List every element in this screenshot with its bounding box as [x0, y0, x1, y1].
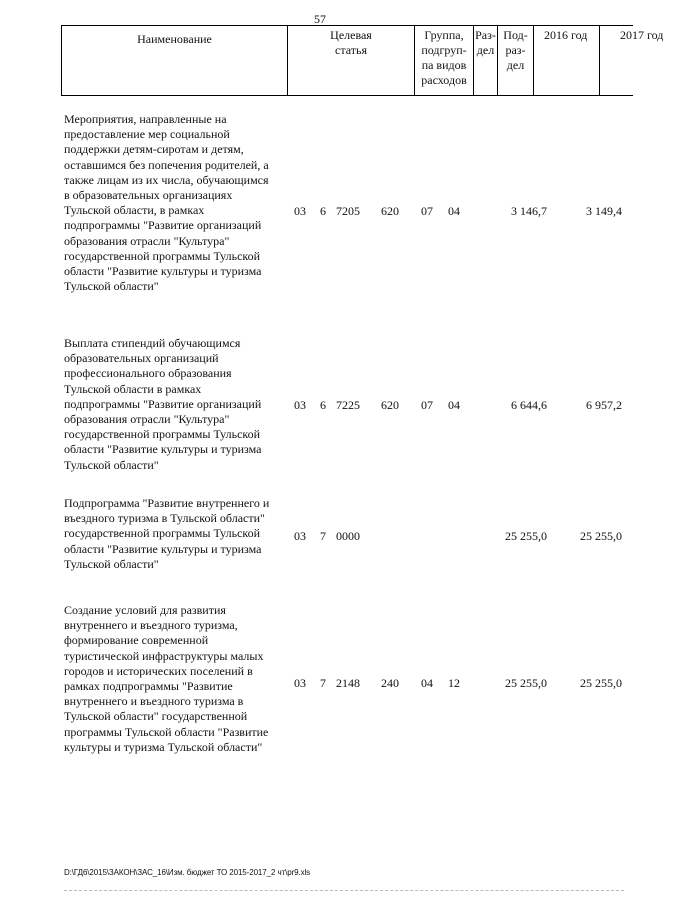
row-desc-line: Мероприятия, направленные на — [64, 112, 227, 126]
header-group-line2: подгруп- — [421, 43, 467, 57]
code-subprogram: 7 — [320, 676, 326, 690]
row-desc-line: подпрограммы "Развитие организаций — [64, 218, 262, 233]
row-desc-line: образовательных организаций — [64, 351, 219, 366]
code-program: 03 — [294, 398, 306, 412]
amount-2017: 6 957,2 — [586, 398, 622, 412]
row-desc-line: государственной программы Тульской — [64, 526, 261, 541]
header-target-article — [287, 26, 414, 95]
code-direction: 0000 — [336, 529, 360, 543]
header-group — [414, 26, 473, 95]
footer-divider — [64, 890, 624, 891]
row-desc-line: также лицам из их числа, обучающимся — [64, 172, 269, 187]
amount-2017: 25 255,0 — [580, 529, 622, 543]
header-razdel — [473, 26, 497, 95]
file-path-footer: D:\ГД6\2015\ЗАКОН\ЗАС_16\Изм. бюджет ТО 2015-2017_2 чт\pr9.xls — [64, 868, 311, 877]
row-desc-line: культуры и туризма Тульской области" — [64, 739, 263, 754]
page-number: 57 — [314, 12, 326, 26]
row-desc-line: государственной программы Тульской — [64, 427, 261, 442]
row-desc-line: Тульской области, в рамках — [64, 203, 205, 218]
amount-2016: 25 255,0 — [505, 676, 547, 690]
header-podrazdel-line2: раз- — [505, 43, 526, 57]
row-desc-line: Тульской области" государственной — [64, 709, 248, 724]
code-direction: 7225 — [336, 398, 360, 412]
row-desc-line: области "Развитие культуры и туризма — [64, 264, 262, 279]
header-group-line4: расходов — [421, 73, 467, 87]
amount-2017: 25 255,0 — [580, 676, 622, 690]
header-razdel-line1: Раз- — [475, 28, 496, 42]
row-desc-line: формирование современной — [64, 633, 209, 648]
row-desc-line: области "Развитие культуры и туризма — [64, 442, 262, 457]
code-razdel: 07 — [421, 398, 433, 412]
code-podrazdel: 04 — [448, 204, 460, 218]
code-subprogram: 6 — [320, 204, 326, 218]
row-desc-line: городов и исторических поселений в — [64, 663, 253, 678]
code-program: 03 — [294, 529, 306, 543]
row-desc-line: Тульской области в рамках — [64, 381, 202, 396]
header-podrazdel — [497, 26, 533, 95]
code-razdel: 07 — [421, 204, 433, 218]
code-razdel: 04 — [421, 676, 433, 690]
code-podrazdel: 12 — [448, 676, 460, 690]
code-podrazdel: 04 — [448, 398, 460, 412]
header-name — [61, 26, 287, 95]
row-desc-line: поддержки детям-сиротам и детям, — [64, 142, 244, 157]
code-direction: 7205 — [336, 204, 360, 218]
header-year1-label: 2016 год — [544, 28, 588, 42]
code-direction: 2148 — [336, 676, 360, 690]
row-desc-line: въездного туризма в Тульской области" — [64, 511, 265, 526]
row-description — [64, 496, 290, 572]
code-group: 240 — [381, 676, 399, 690]
header-target-line1: Целевая — [330, 28, 372, 42]
row-desc-line: оставшимся без попечения родителей, а — [64, 157, 269, 172]
header-year2-label: 2017 год — [620, 28, 664, 42]
row-desc-line: Тульской области" — [64, 279, 159, 294]
header-year-2017 — [599, 26, 694, 95]
header-target-line2: статья — [335, 43, 367, 57]
header-year-2016 — [533, 26, 599, 95]
amount-2017: 3 149,4 — [586, 204, 622, 218]
row-desc-line: программы Тульской области "Развитие — [64, 724, 269, 739]
header-podrazdel-line3: дел — [506, 58, 525, 72]
row-desc-line: Тульской области" — [64, 457, 159, 472]
row-description — [64, 336, 290, 473]
row-desc-line: образования отрасли "Культура" — [64, 233, 230, 248]
row-desc-line: предоставление мер социальной — [64, 127, 230, 142]
row-description — [64, 603, 290, 755]
row-desc-line: внутреннего и въездного туризма в — [64, 694, 244, 709]
row-desc-line: подпрограммы "Развитие организаций — [64, 396, 262, 411]
code-subprogram: 6 — [320, 398, 326, 412]
row-desc-line: в образовательных организациях — [64, 188, 233, 203]
header-razdel-line2: дел — [476, 43, 495, 57]
table-header — [61, 25, 664, 96]
row-desc-line: туристической инфраструктуры малых — [64, 648, 264, 663]
row-desc-line: внутреннего и въездного туризма, — [64, 618, 238, 633]
amount-2016: 6 644,6 — [511, 398, 547, 412]
row-desc-line: государственной программы Тульской — [64, 248, 261, 263]
header-group-line1: Группа, — [424, 28, 464, 42]
code-subprogram: 7 — [320, 529, 326, 543]
row-desc-line: образования отрасли "Культура" — [64, 412, 230, 427]
header-group-line3: па видов — [421, 58, 467, 72]
amount-2016: 3 146,7 — [511, 204, 547, 218]
code-program: 03 — [294, 204, 306, 218]
row-desc-line: области "Развитие культуры и туризма — [64, 541, 262, 556]
row-desc-line: профессионального образования — [64, 366, 232, 381]
header-name-label: Наименование — [137, 32, 212, 46]
amount-2016: 25 255,0 — [505, 529, 547, 543]
header-podrazdel-line1: Под- — [503, 28, 528, 42]
row-desc-line: Подпрограмма "Развитие внутреннего и — [64, 496, 270, 510]
row-desc-line: рамках подпрограммы "Развитие — [64, 679, 233, 694]
row-description — [64, 112, 290, 294]
code-group: 620 — [381, 204, 399, 218]
row-desc-line: Создание условий для развития — [64, 603, 226, 617]
row-desc-line: Тульской области" — [64, 556, 159, 571]
code-program: 03 — [294, 676, 306, 690]
row-desc-line: Выплата стипендий обучающимся — [64, 336, 241, 350]
code-group: 620 — [381, 398, 399, 412]
